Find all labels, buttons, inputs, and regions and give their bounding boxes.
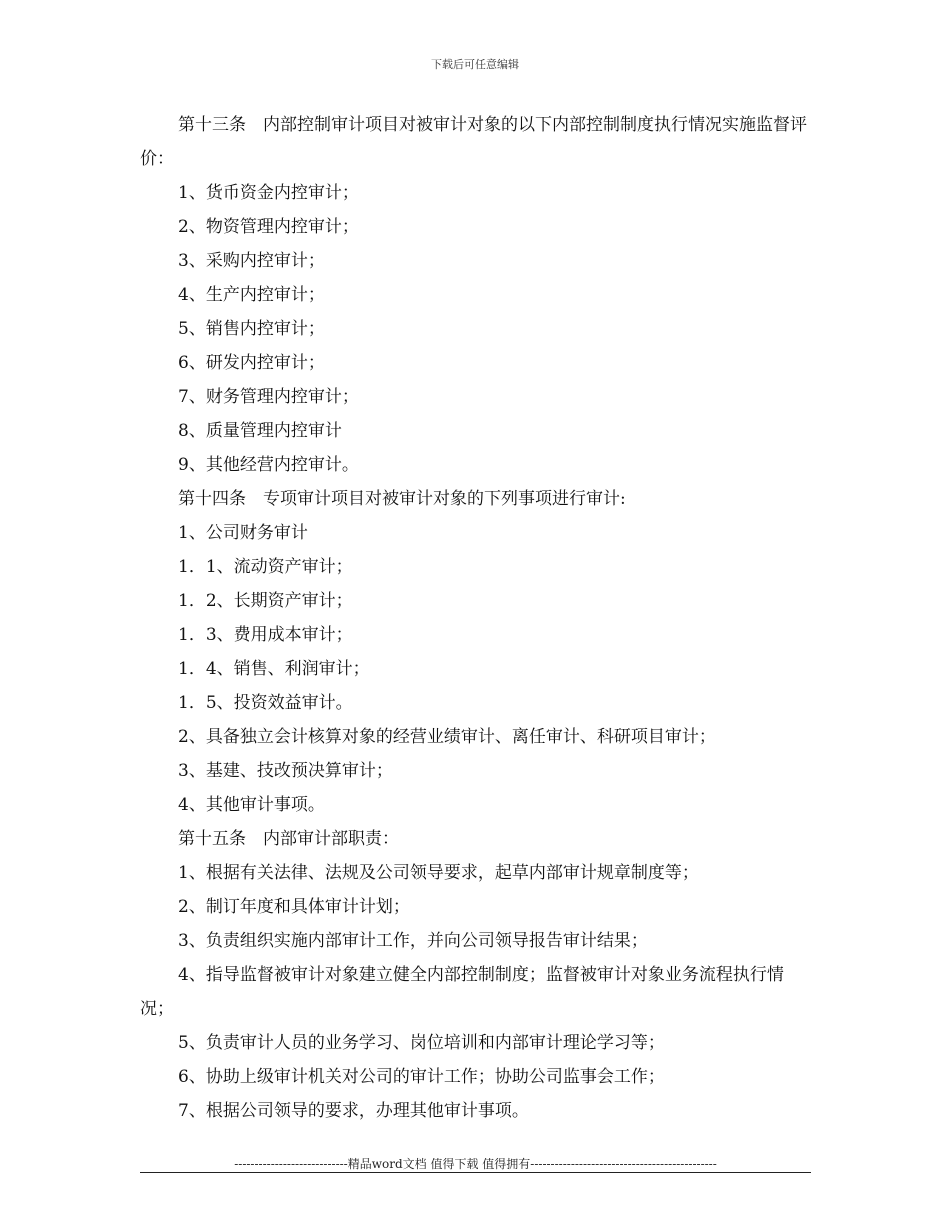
- list-item: 1．2、长期资产审计；: [178, 591, 353, 611]
- list-item: 4、其他审计事项。: [178, 795, 325, 815]
- document-body: [140, 108, 812, 1128]
- list-item: 3、基建、技改预决算审计；: [178, 761, 393, 781]
- list-item: 1．3、费用成本审计；: [178, 625, 353, 645]
- list-item: 3、采购内控审计；: [178, 251, 325, 271]
- article-14-title: 第十四条 专项审计项目对被审计对象的下列事项进行审计:: [178, 489, 626, 509]
- page-footer: ----------------------------精品word文档 值得下载 值得拥有----------------------------------------------: [234, 1157, 717, 1171]
- list-item: 6、研发内控审计；: [178, 353, 325, 373]
- page-header: 下载后可任意编辑: [431, 58, 519, 71]
- list-item: 1、根据有关法律、法规及公司领导要求，起草内部审计规章制度等；: [178, 863, 699, 883]
- footer-divider: [140, 1172, 811, 1173]
- list-item: 1、货币资金内控审计；: [178, 183, 359, 203]
- list-item: 7、财务管理内控审计；: [178, 387, 359, 407]
- list-item: 8、质量管理内控审计: [178, 421, 342, 441]
- list-item: 1、公司财务审计: [178, 523, 308, 543]
- list-item: 1．4、销售、利润审计；: [178, 659, 370, 679]
- list-item: 7、根据公司领导的要求，办理其他审计事项。: [178, 1101, 529, 1121]
- list-item: 9、其他经营内控审计。: [178, 455, 359, 475]
- list-item: 5、负责审计人员的业务学习、岗位培训和内部审计理论学习等；: [178, 1033, 665, 1053]
- list-item: 2、制订年度和具体审计计划；: [178, 897, 410, 917]
- article-15-title: 第十五条 内部审计部职责：: [178, 829, 399, 849]
- list-item: 1．1、流动资产审计；: [178, 557, 353, 577]
- list-item: 5、销售内控审计；: [178, 319, 325, 339]
- list-item: 1．5、投资效益审计。: [178, 693, 353, 713]
- list-item: 2、物资管理内控审计；: [178, 217, 359, 237]
- list-item: 6、协助上级审计机关对公司的审计工作；协助公司监事会工作；: [178, 1067, 665, 1087]
- list-item: 4、指导监督被审计对象建立健全内部控制制度；监督被审计对象业务流程执行情况；: [140, 965, 784, 1019]
- list-item: 4、生产内控审计；: [178, 285, 325, 305]
- list-item: 3、负责组织实施内部审计工作，并向公司领导报告审计结果；: [178, 931, 648, 951]
- list-item: 2、具备独立会计核算对象的经营业绩审计、离任审计、科研项目审计；: [178, 727, 716, 747]
- article-13-title: 第十三条 内部控制审计项目对被审计对象的以下内部控制制度执行情况实施监督评价：: [140, 115, 807, 169]
